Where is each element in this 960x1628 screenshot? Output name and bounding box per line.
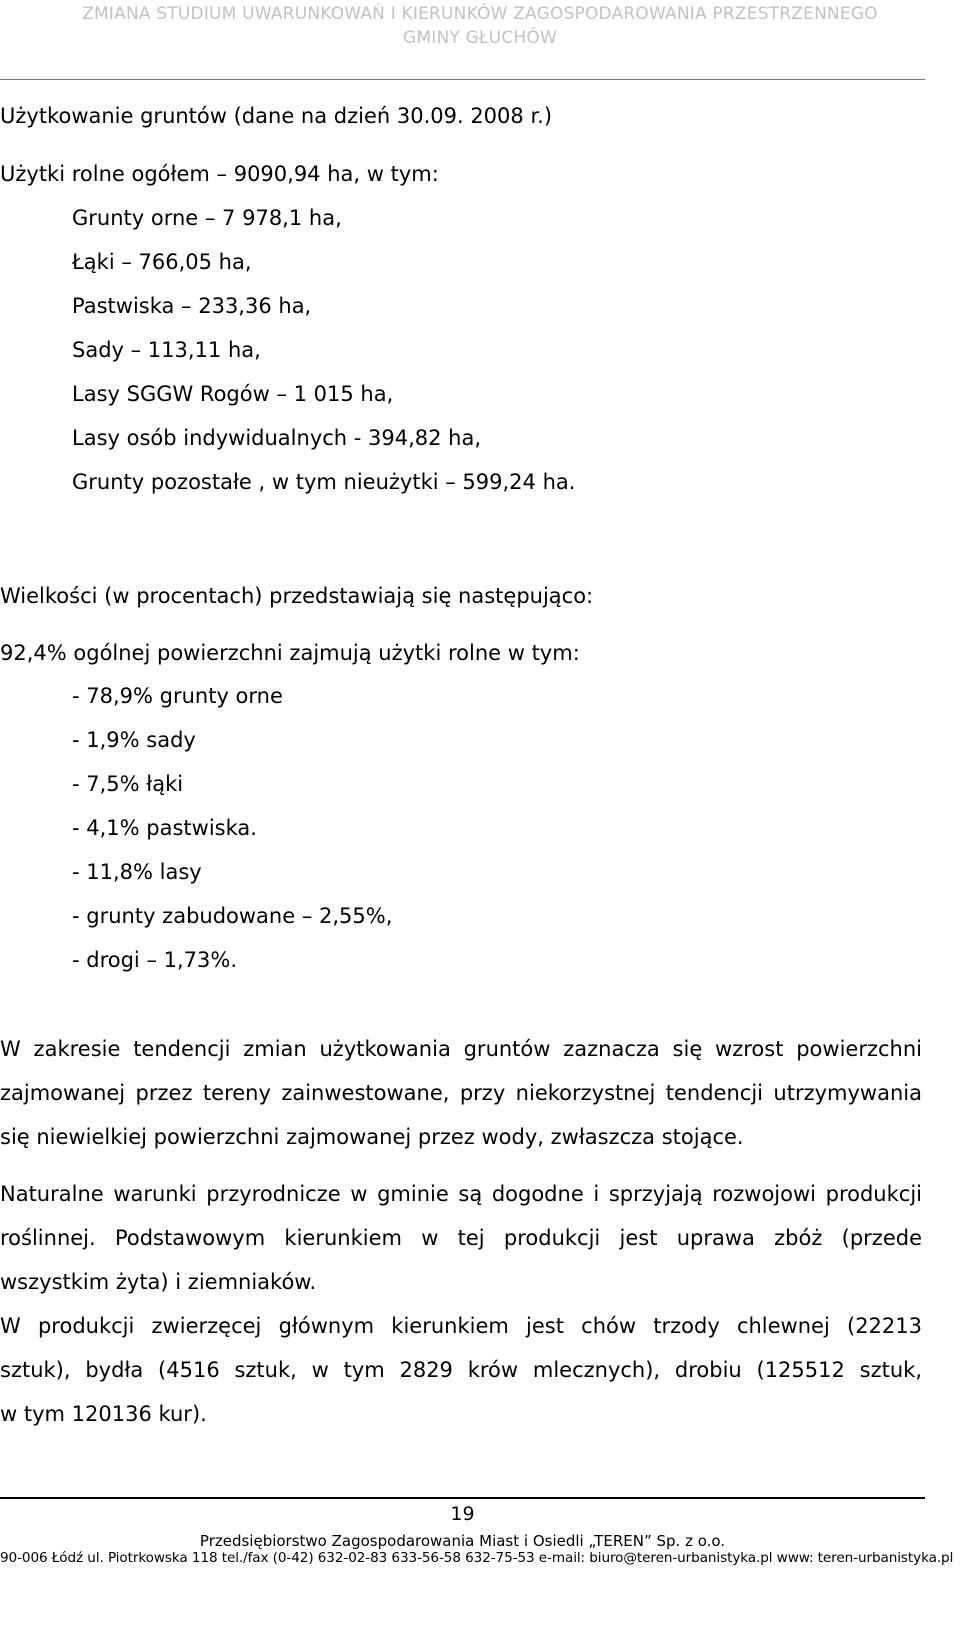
page-header	[0, 0, 960, 80]
paragraph-line: Naturalne warunki przyrodnicze w gminie są dogodne i sprzyjają rozwojowi produkcji	[0, 1182, 922, 1206]
footer-divider	[0, 1497, 925, 1499]
percentages-intro: 92,4% ogólnej powierzchni zajmują użytki rolne w tym:	[0, 641, 580, 665]
list-item: - 1,9% sady	[72, 728, 196, 752]
paragraph-line: roślinnej. Podstawowym kierunkiem w tej produkcji jest uprawa zbóż (przede	[0, 1226, 922, 1250]
footer-contact: 90-006 Łódź ul. Piotrkowska 118 tel./fax (0-42) 632-02-83 633-56-58 632-75-53 e-mail: biuro@teren-urbanistyka.pl www: teren-urbanistyka.pl	[0, 1550, 954, 1566]
paragraph-line: się niewielkiej powierzchni zajmowanej przez wody, zwłaszcza stojące.	[0, 1125, 744, 1149]
list-item: - 7,5% łąki	[72, 772, 184, 796]
list-item: Grunty pozostałe , w tym nieużytki – 599,24 ha.	[72, 470, 576, 494]
list-item: - 11,8% lasy	[72, 860, 202, 884]
list-item: Lasy osób indywidualnych - 394,82 ha,	[72, 426, 482, 450]
agricultural-land-intro: Użytki rolne ogółem – 9090,94 ha, w tym:	[0, 162, 439, 186]
paragraph-line: w tym 120136 kur).	[0, 1402, 207, 1426]
section-land-use-title: Użytkowanie gruntów (dane na dzień 30.09. 2008 r.)	[0, 104, 553, 128]
paragraph-line: W zakresie tendencji zmian użytkowania gruntów zaznacza się wzrost powierzchni	[0, 1037, 922, 1061]
list-item: Pastwiska – 233,36 ha,	[72, 294, 312, 318]
list-item: Sady – 113,11 ha,	[72, 338, 261, 362]
paragraph-line: sztuk), bydła (4516 sztuk, w tym 2829 krów mlecznych), drobiu (125512 sztuk,	[0, 1358, 922, 1382]
list-item: Lasy SGGW Rogów – 1 015 ha,	[72, 382, 394, 406]
list-item: - 4,1% pastwiska.	[72, 816, 257, 840]
paragraph-line: zajmowanej przez tereny zainwestowane, przy niekorzystnej tendencji utrzymywania	[0, 1081, 922, 1105]
list-item: Łąki – 766,05 ha,	[72, 250, 252, 274]
percentages-title: Wielkości (w procentach) przedstawiają się następująco:	[0, 584, 594, 608]
list-item: - 78,9% grunty orne	[72, 684, 283, 708]
paragraph-line: wszystkim żyta) i ziemniaków.	[0, 1270, 317, 1294]
header-title-line-2: GMINY GŁUCHÓW	[403, 28, 557, 48]
list-item: Grunty orne – 7 978,1 ha,	[72, 206, 342, 230]
list-item: - grunty zabudowane – 2,55%,	[72, 904, 393, 928]
header-title-line-1: ZMIANA STUDIUM UWARUNKOWAŃ I KIERUNKÓW ZAGOSPODAROWANIA PRZESTRZENNEGO	[82, 4, 878, 24]
list-item: - drogi – 1,73%.	[72, 948, 238, 972]
page-number: 19	[450, 1503, 475, 1525]
paragraph-line: W produkcji zwierzęcej głównym kierunkiem jest chów trzody chlewnej (22213	[0, 1314, 922, 1338]
footer-company: Przedsiębiorstwo Zagospodarowania Miast i Osiedli „TEREN” Sp. z o.o.	[199, 1532, 726, 1550]
header-divider	[0, 79, 925, 80]
